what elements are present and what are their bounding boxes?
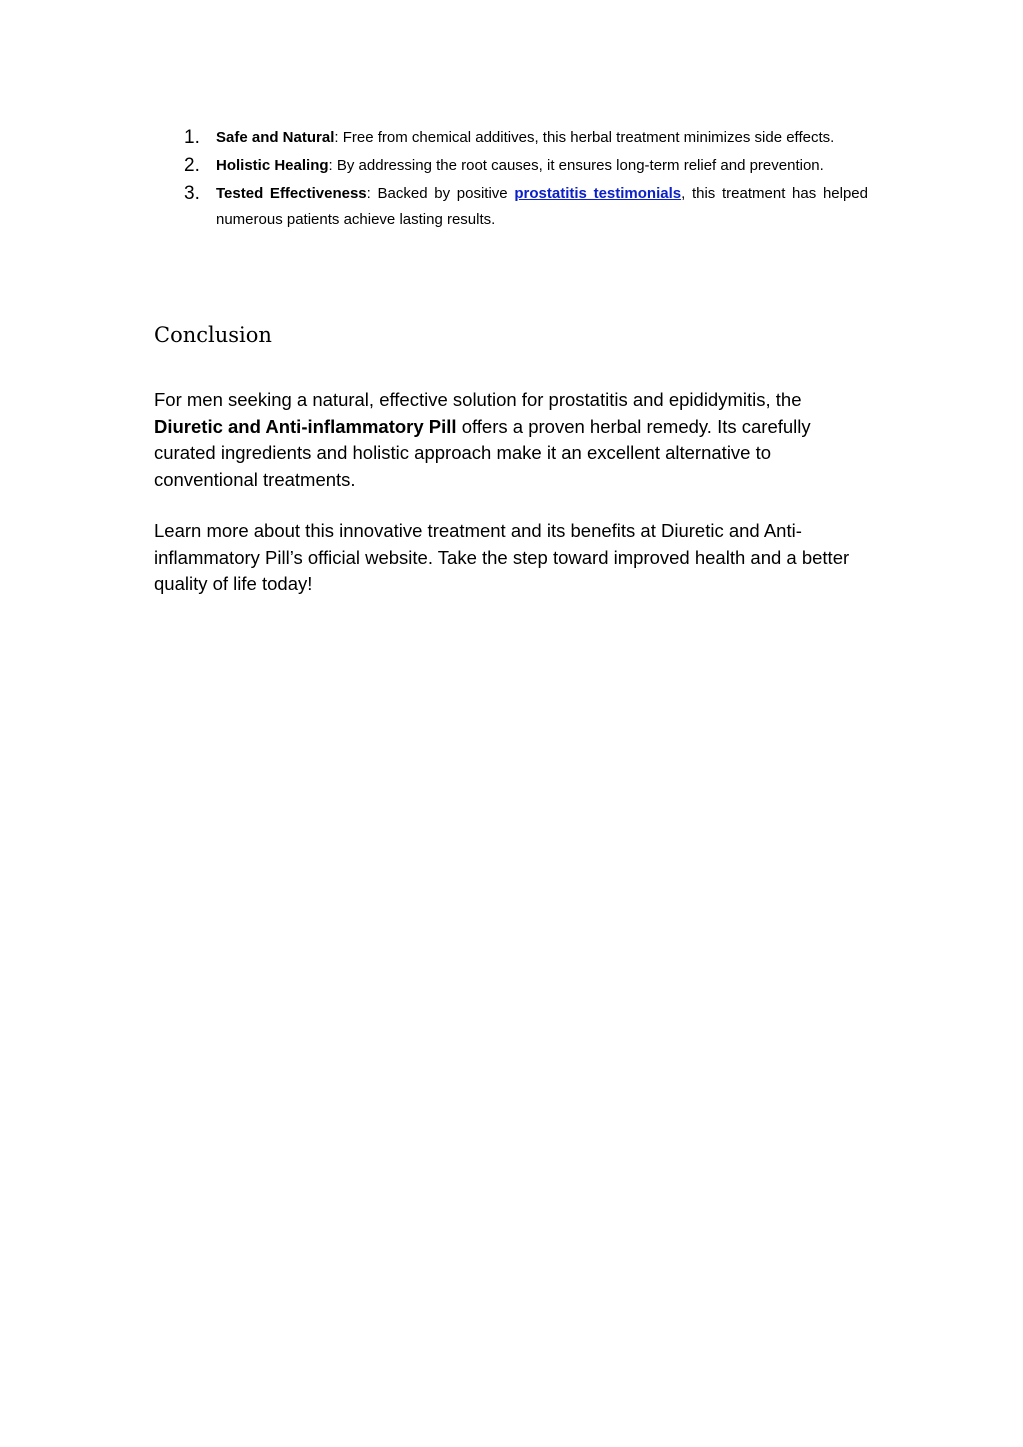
conclusion-paragraph [154,387,874,494]
list-item-description: : By addressing the root causes, it ensures long-term relief and prevention. [328,157,824,174]
list-item-text [216,125,868,151]
list-item [184,181,868,233]
list-item-title: Holistic Healing [216,157,329,174]
list-number: 2. [184,155,200,176]
list-number: 1. [184,127,200,148]
testimonials-link[interactable]: prostatitis testimonials [514,185,682,202]
list-item-text [216,181,868,233]
benefits-list [184,125,868,235]
list-item-text [216,153,868,179]
list-item [184,153,868,179]
conclusion-heading: Conclusion [154,323,272,347]
closing-paragraph: Learn more about this innovative treatment and its benefits at Diuretic and Anti-inflammatory Pill’s official website. Take the step toward improved health and a better quality of life today! [154,520,850,595]
list-item-title: Safe and Natural [216,129,335,146]
list-item-title: Tested Effectiveness [216,185,367,202]
paragraph-lead: For men seeking a natural, effective solution for prostatitis and epididymitis, the [154,389,802,410]
list-item [184,125,868,151]
list-item-description: : Free from chemical additives, this herbal treatment minimizes side effects. [334,129,835,146]
list-item-description: : Backed by positive [366,185,515,202]
list-item-description: , this treatment has helped numerous patients achieve lasting results. [216,185,868,228]
list-number: 3. [184,183,200,204]
paragraph-rest: offers a proven herbal remedy. Its carefully curated ingredients and holistic approach make it an excellent alternative to conventional treatments. [154,415,811,491]
product-name: Diuretic and Anti-inflammatory Pill [154,415,457,437]
